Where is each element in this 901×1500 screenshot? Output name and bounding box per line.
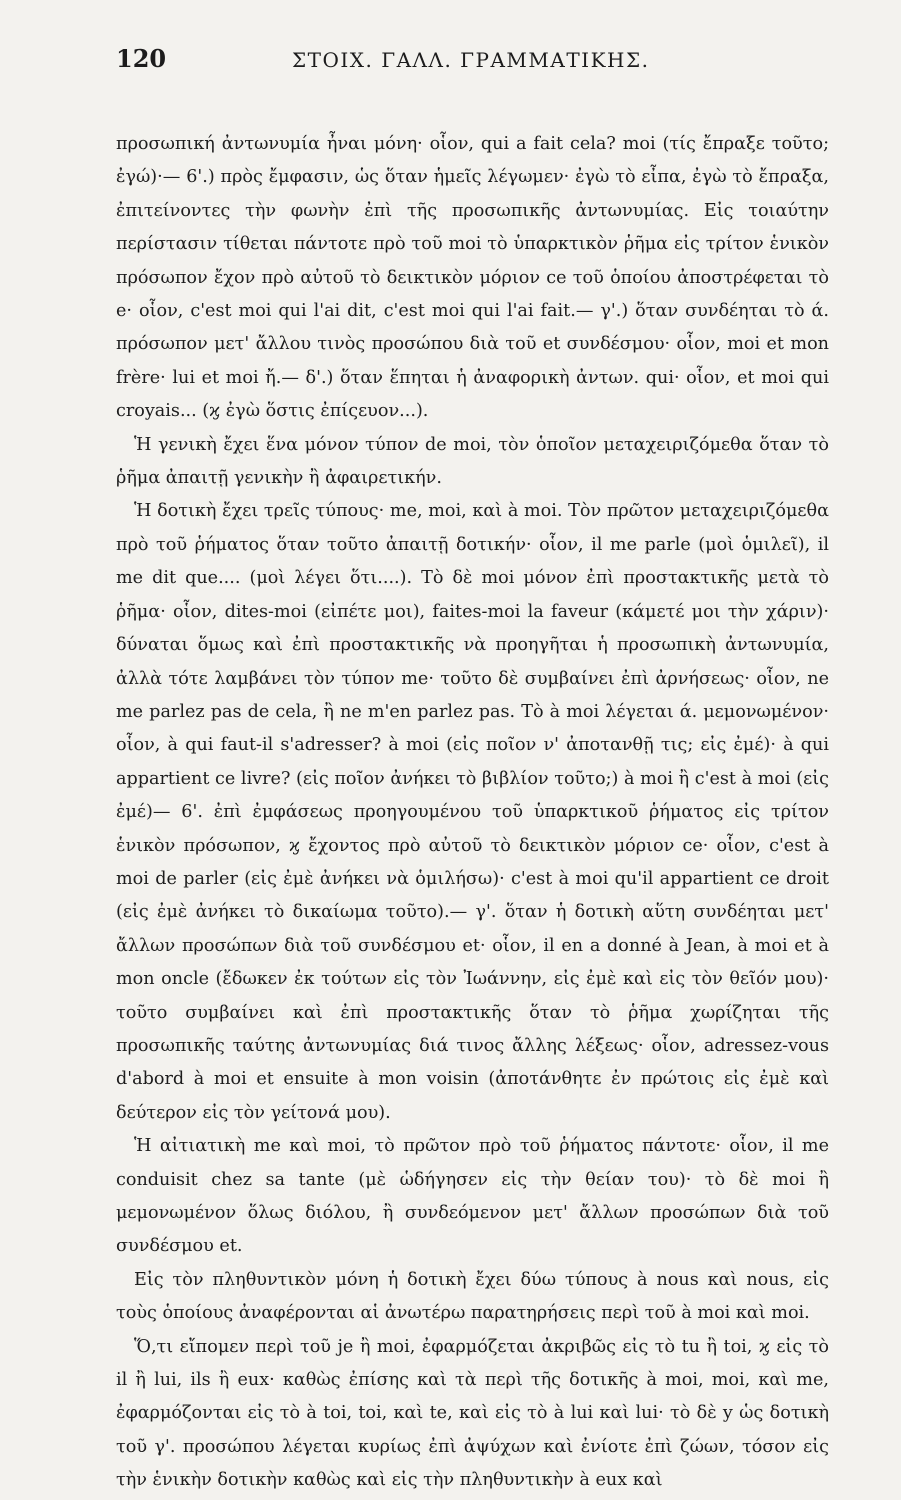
page-number: 120 (116, 44, 167, 73)
paragraph-6: Ὅ,τι εἴπομεν περὶ τοῦ je ἢ moi, ἐφαρμόζεται ἀκριβῶς εἰς τὸ tu ἢ toi, ϗ εἰς τὸ il ἢ lui, ils ἢ eux· καθὼς ἐπίσης καὶ τὰ περὶ τῆς δοτικῆς à moi, moi, καὶ me, ἐφαρμόζονται εἰς τὸ à toi, toi, καὶ te, καὶ εἰς τὸ à lui καὶ lui· τὸ δὲ y ὡς δοτικὴ τοῦ γ'. προσώπου λέγεται κυρίως ἐπὶ ἀψύχων καὶ ἐνίοτε ἐπὶ ζώων, τόσον εἰς τὴν ἑνικὴν δοτικὴν καθὼς καὶ εἰς τὴν πληθυντικὴν à eux καὶ (116, 1336, 829, 1491)
running-head: ΣΤΟΙΧ. ΓΑΛΛ. ΓΡΑΜΜΑΤΙΚΗΣ. (292, 48, 650, 72)
body-text (116, 128, 829, 1498)
page-header (116, 44, 829, 100)
paragraph-3: Ἡ δοτικὴ ἔχει τρεῖς τύπους· me, moi, καὶ à moi. Τὸν πρῶτον μεταχειριζόμεθα πρὸ τοῦ ῥήματος ὅταν τοῦτο ἀπαιτῇ δοτικήν· οἷον, il me parle (μοὶ ὁμιλεῖ), il me dit que.... (μοὶ λέγει ὅτι....). Τὸ δὲ moi μόνον ἐπὶ προστακτικῆς μετὰ τὸ ῥῆμα· οἷον, dites-moi (εἰπέτε μοι), faites-moi la faveur (κάμετέ μοι τὴν χάριν)· δύναται ὅμως καὶ ἐπὶ προστακτικῆς νὰ προηγῆται ἡ προσωπικὴ ἀντωνυμία, ἀλλὰ τότε λαμβάνει τὸν τύπον me· τοῦτο δὲ συμβαίνει ἐπὶ ἀρνήσεως· οἷον, ne me parlez pas de cela, ἢ ne m'en parlez pas. Τὸ à moi λέγεται ά. μεμονωμένον· οἷον, à qui faut-il s'adresser? à moi (εἰς ποῖον ν' ἀποτανθῇ τις; εἰς ἐμέ)· à qui appartient ce livre? (εἰς ποῖον ἀνήκει τὸ βιβλίον τοῦτο;) à moi ἢ c'est à moi (εἰς ἐμέ)— 6'. ἐπὶ ἐμφάσεως προηγουμένου τοῦ ὑπαρκτικοῦ ῥήματος εἰς τρίτον ἑνικὸν πρόσωπον, ϗ ἔχοντος πρὸ αὐτοῦ τὸ δεικτικὸν μόριον ce· οἷον, c'est à moi de parler (εἰς ἐμὲ ἀνήκει νὰ ὁμιλήσω)· c'est à moi qu'il appartient ce droit (εἰς ἐμὲ ἀνήκει τὸ δικαίωμα τοῦτο).— γ'. ὅταν ἡ δοτικὴ αὕτη συνδέηται μετ' ἄλλων προσώπων διὰ τοῦ συνδέσμου et· οἷον, il en a donné à Jean, à moi et à mon oncle (ἔδωκεν ἐκ τούτων εἰς τὸν Ἰωάννην, εἰς ἐμὲ καὶ εἰς τὸν θεῖόν μου)· τοῦτο συμβαίνει καὶ ἐπὶ προστακτικῆς ὅταν τὸ ῥῆμα χωρίζηται τῆς προσωπικῆς ταύτης ἀντωνυμίας διά τινος ἄλλης λέξεως· οἷον, adressez-vous d'abord à moi et ensuite à mon voisin (ἀποτάνθητε ἐν πρώτοις εἰς ἐμὲ καὶ δεύτερον εἰς τὸν γείτονά μου). (116, 501, 829, 1123)
paragraph-1: προσωπική ἀντωνυμία ἦναι μόνη· οἷον, qui a fait cela? moi (τίς ἔπραξε τοῦτο; ἐγώ)·— 6'.) πρὸς ἔμφασιν, ὡς ὅταν ἡμεῖς λέγωμεν· ἐγὼ τὸ εἶπα, ἐγὼ τὸ ἔπραξα, ἐπιτείνοντες τὴν φωνὴν ἐπὶ τῆς προσωπικῆς ἀντωνυμίας. Εἰς τοιαύτην περίστασιν τίθεται πάντοτε πρὸ τοῦ moi τὸ ὑπαρκτικὸν ῥῆμα εἰς τρίτον ἑνικὸν πρόσωπον ἔχον πρὸ αὐτοῦ τὸ δεικτικὸν μόριον ce τοῦ ὁποίου ἀποστρέφεται τὸ e· οἷον, c'est moi qui l'ai dit, c'est moi qui l'ai fait.— γ'.) ὅταν συνδέηται τὸ ά. πρόσωπον μετ' ἄλλου τινὸς προσώπου διὰ τοῦ et συνδέσμου· οἷον, moi et mon frère· lui et moi ἤ.— δ'.) ὅταν ἕπηται ἡ ἀναφορικὴ ἀντων. qui· οἷον, et moi qui croyais... (ϗ ἐγὼ ὅστις ἐπίςευον...). (116, 134, 829, 422)
paragraph-5: Εἰς τὸν πληθυντικὸν μόνη ἡ δοτικὴ ἔχει δύω τύπους à nous καὶ nous, εἰς τοὺς ὁποίους ἀναφέρονται αἱ ἀνωτέρω παρατηρήσεις περὶ τοῦ à moi καὶ moi. (116, 1269, 829, 1324)
paragraph-4: Ἡ αἰτιατικὴ me καὶ moi, τὸ πρῶτον πρὸ τοῦ ῥήματος πάντοτε· οἷον, il me conduisit chez sa tante (μὲ ὡδήγησεν εἰς τὴν θείαν του)· τὸ δὲ moi ἢ μεμονωμένον ὅλως διόλου, ἢ συνδεόμενον μετ' ἄλλων προσώπων διὰ τοῦ συνδέσμου et. (116, 1136, 829, 1257)
paragraph-2: Ἡ γενικὴ ἔχει ἕνα μόνον τύπον de moi, τὸν ὁποῖον μεταχειριζόμεθα ὅταν τὸ ῥῆμα ἀπαιτῇ γενικὴν ἢ ἀφαιρετικήν. (116, 434, 829, 489)
